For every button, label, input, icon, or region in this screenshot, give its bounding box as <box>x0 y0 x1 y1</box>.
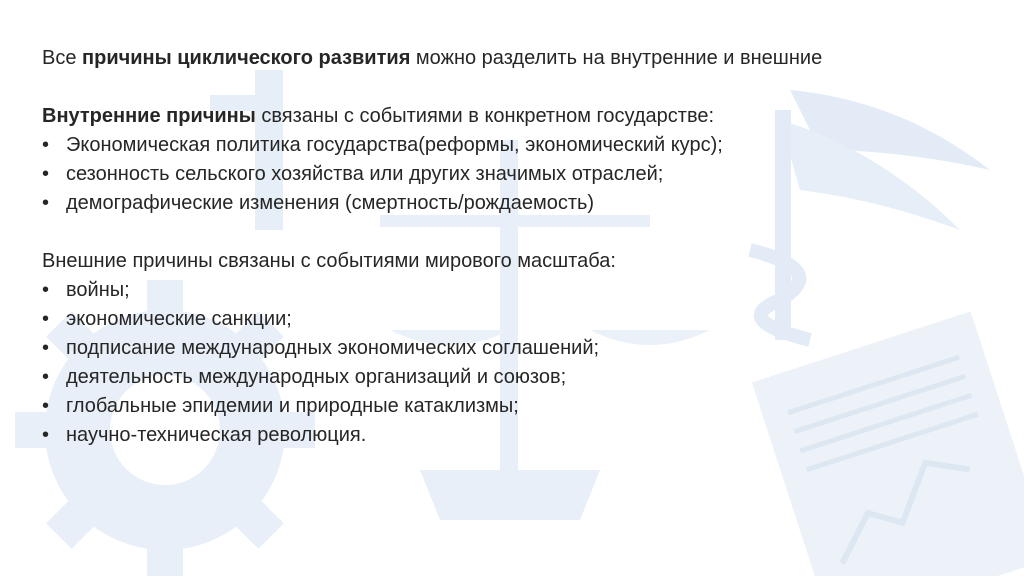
bullet-icon: • <box>42 395 50 417</box>
list-item <box>42 189 1002 218</box>
list-item <box>42 363 1002 392</box>
spacer <box>42 73 1002 102</box>
bullet-icon: • <box>42 134 50 156</box>
spacer <box>42 218 1002 247</box>
list-item-text: научно-техническая революция. <box>66 424 367 446</box>
list-item-text: глобальные эпидемии и природные катаклизмы; <box>66 395 519 417</box>
list-item-text: войны; <box>66 279 130 301</box>
list-item <box>42 334 1002 363</box>
internal-heading-bold: Внутренние причины <box>42 105 256 127</box>
list-item <box>42 276 1002 305</box>
list-item <box>42 131 1002 160</box>
bullet-icon: • <box>42 424 50 446</box>
intro-line <box>42 44 1002 73</box>
internal-heading <box>42 102 1002 131</box>
bullet-icon: • <box>42 337 50 359</box>
list-item-text: демографические изменения (смертность/рождаемость) <box>66 192 595 214</box>
bullet-icon: • <box>42 163 50 185</box>
list-item <box>42 421 1002 450</box>
bullet-icon: • <box>42 366 50 388</box>
slide-content <box>42 44 1002 450</box>
list-item-text: подписание международных экономических соглашений; <box>66 337 600 359</box>
bullet-icon: • <box>42 192 50 214</box>
list-item-text: экономические санкции; <box>66 308 292 330</box>
list-item-text: деятельность международных организаций и союзов; <box>66 366 567 388</box>
intro-prefix: Все <box>42 47 83 69</box>
list-item-text: Экономическая политика государства(реформы, экономический курс); <box>66 134 723 156</box>
external-heading: Внешние причины связаны с событиями мирового масштаба: <box>42 250 616 272</box>
list-item <box>42 160 1002 189</box>
list-item-text: сезонность сельского хозяйства или других значимых отраслей; <box>66 163 664 185</box>
intro-suffix: можно разделить на внутренние и внешние <box>410 47 823 69</box>
bullet-icon: • <box>42 279 50 301</box>
intro-bold: причины циклического развития <box>82 47 411 69</box>
internal-list <box>42 131 1002 218</box>
internal-heading-rest: связаны с событиями в конкретном государстве: <box>255 105 715 127</box>
list-item <box>42 305 1002 334</box>
list-item <box>42 392 1002 421</box>
bullet-icon: • <box>42 308 50 330</box>
external-list <box>42 276 1002 450</box>
